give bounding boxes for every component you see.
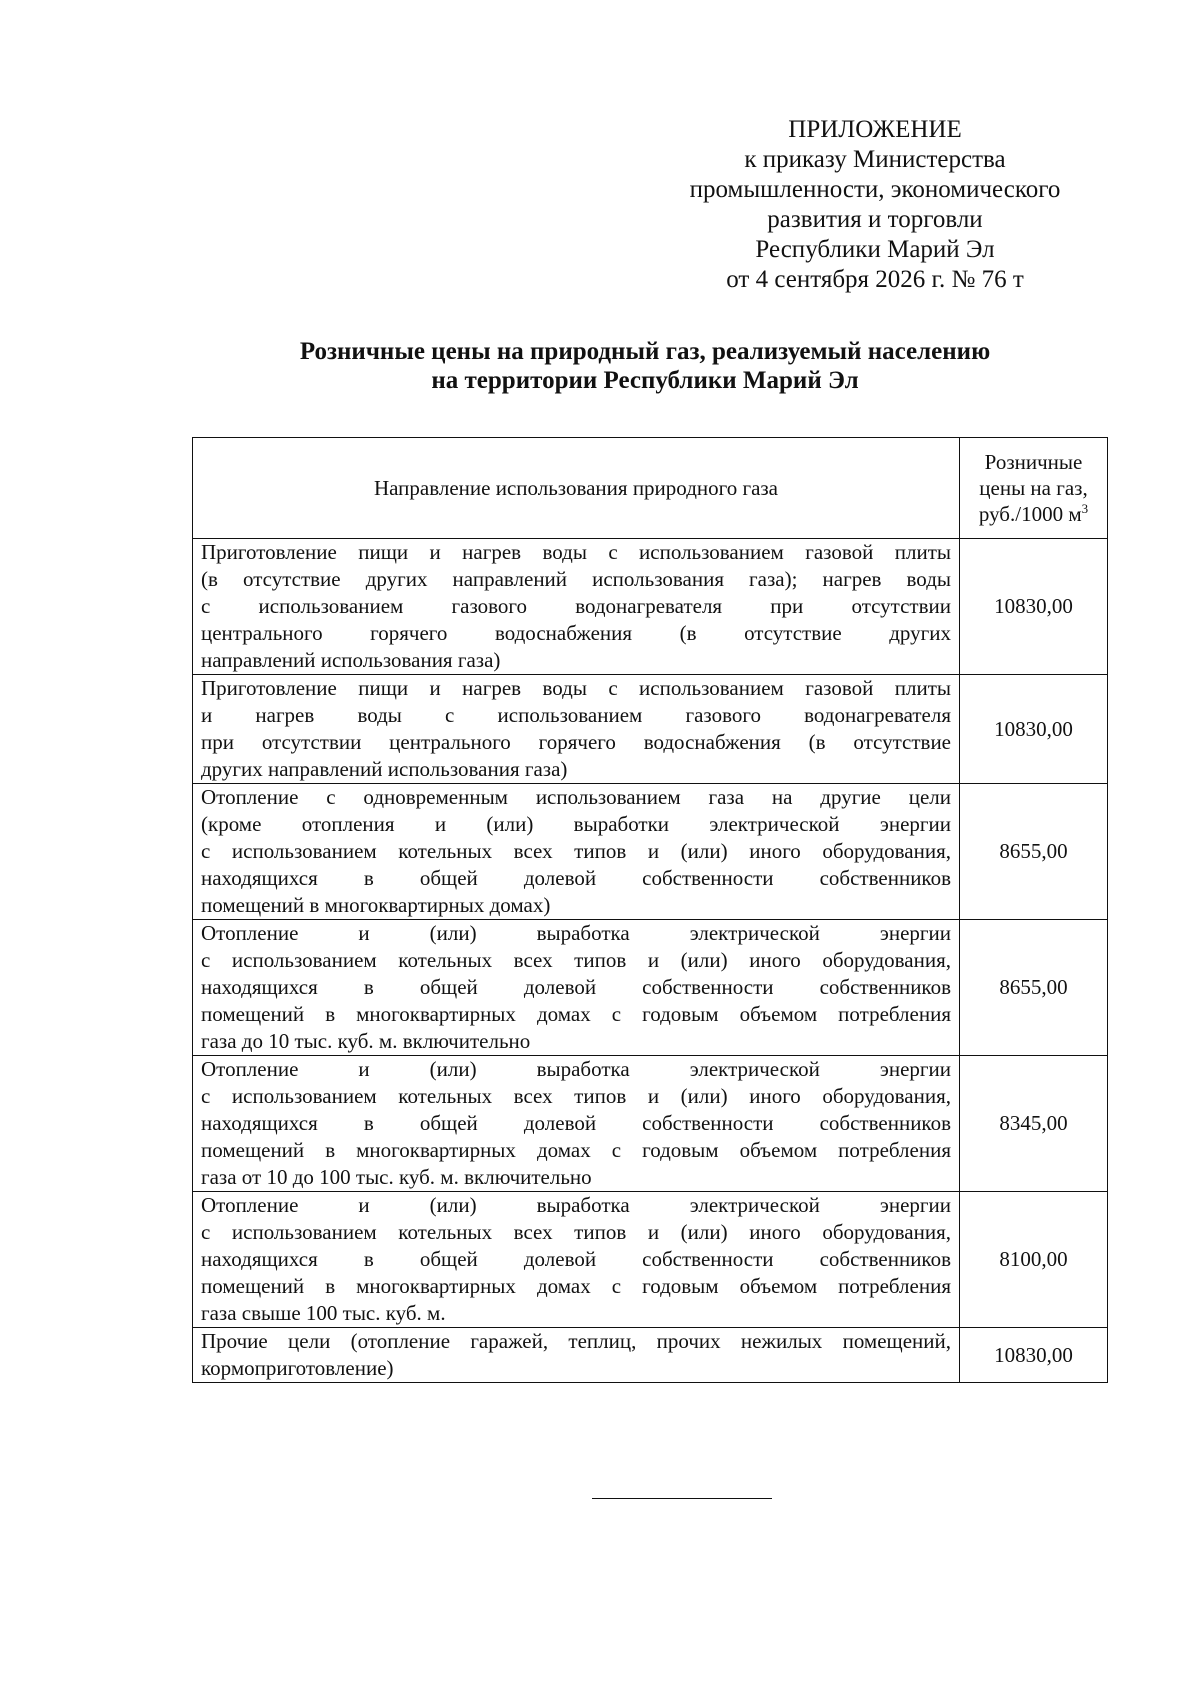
- table-row: [193, 920, 1108, 1056]
- price-cell: 10830,00: [960, 539, 1108, 675]
- usage-direction-line: Отопление и (или) выработка электрической энергии: [201, 1193, 951, 1217]
- table-row: [193, 784, 1108, 920]
- price-header-line: Розничные: [984, 450, 1083, 474]
- appendix-order-date: от 4 сентября 2026 г. № 76 т: [726, 266, 1024, 293]
- table-header-row: [193, 438, 1108, 539]
- price-header-line: цены на газ,: [979, 476, 1088, 500]
- usage-direction-cell: [193, 1328, 960, 1383]
- usage-direction-line: помещений в многоквартирных домах с годовым объемом потребления: [201, 1138, 951, 1162]
- price-cell: 8100,00: [960, 1192, 1108, 1328]
- usage-direction-line: с использованием газового водонагревателя при отсутствии: [201, 594, 951, 618]
- usage-direction-line: (в отсутствие других направлений использования газа); нагрев воды: [201, 567, 951, 591]
- usage-direction-line: Прочие цели (отопление гаражей, теплиц, прочих нежилых помещений,: [201, 1329, 951, 1353]
- usage-direction-cell: [193, 920, 960, 1056]
- usage-direction-line: направлений использования газа): [201, 648, 501, 672]
- usage-direction-line: с использованием котельных всех типов и (или) иного оборудования,: [201, 1220, 951, 1244]
- document-title: [180, 337, 1110, 395]
- usage-direction-line: других направлений использования газа): [201, 757, 568, 781]
- usage-direction-line: находящихся в общей долевой собственности собственников: [201, 1111, 951, 1135]
- usage-direction-line: газа от 10 до 100 тыс. куб. м. включительно: [201, 1165, 592, 1189]
- usage-direction-line: помещений в многоквартирных домах с годовым объемом потребления: [201, 1002, 951, 1026]
- column-header-direction: Направление использования природного газа: [193, 438, 960, 539]
- price-cell: 8655,00: [960, 920, 1108, 1056]
- usage-direction-cell: [193, 539, 960, 675]
- usage-direction-line: Приготовление пищи и нагрев воды с использованием газовой плиты: [201, 540, 951, 564]
- usage-direction-line: (кроме отопления и (или) выработки электрической энергии: [201, 812, 951, 836]
- appendix-line: промышленности, экономического: [689, 176, 1061, 203]
- usage-direction-line: находящихся в общей долевой собственности собственников: [201, 975, 951, 999]
- usage-direction-line: с использованием котельных всех типов и (или) иного оборудования,: [201, 1084, 951, 1108]
- price-cell: 8345,00: [960, 1056, 1108, 1192]
- document-title-line: Розничные цены на природный газ, реализуемый населению: [299, 338, 991, 365]
- appendix-line: развития и торговли: [767, 206, 983, 233]
- usage-direction-line: кормоприготовление): [201, 1356, 394, 1380]
- price-cell: 8655,00: [960, 784, 1108, 920]
- usage-direction-line: Приготовление пищи и нагрев воды с использованием газовой плиты: [201, 676, 951, 700]
- gas-prices-table: [192, 437, 1108, 1383]
- appendix-heading: ПРИЛОЖЕНИЕ: [788, 116, 962, 143]
- appendix-header: [630, 115, 1120, 295]
- table-row: [193, 539, 1108, 675]
- usage-direction-line: центрального горячего водоснабжения (в отсутствие других: [201, 621, 951, 645]
- table-row: [193, 1192, 1108, 1328]
- column-header-price: [960, 438, 1108, 539]
- usage-direction-cell: [193, 675, 960, 784]
- usage-direction-line: при отсутствии центрального горячего водоснабжения (в отсутствие: [201, 730, 951, 754]
- table-row: [193, 1328, 1108, 1383]
- appendix-line: Республики Марий Эл: [755, 236, 995, 263]
- usage-direction-line: с использованием котельных всех типов и (или) иного оборудования,: [201, 948, 951, 972]
- usage-direction-line: Отопление и (или) выработка электрической энергии: [201, 1057, 951, 1081]
- usage-direction-line: и нагрев воды с использованием газового водонагревателя: [201, 703, 951, 727]
- usage-direction-line: находящихся в общей долевой собственности собственников: [201, 866, 951, 890]
- unit-superscript: 3: [1081, 501, 1089, 516]
- appendix-line: к приказу Министерства: [744, 146, 1006, 173]
- table-row: [193, 675, 1108, 784]
- usage-direction-line: помещений в многоквартирных домах с годовым объемом потребления: [201, 1274, 951, 1298]
- usage-direction-line: с использованием котельных всех типов и (или) иного оборудования,: [201, 839, 951, 863]
- usage-direction-line: газа свыше 100 тыс. куб. м.: [201, 1301, 446, 1325]
- price-cell: 10830,00: [960, 675, 1108, 784]
- document-title-line: на территории Республики Марий Эл: [431, 367, 859, 394]
- price-cell: 10830,00: [960, 1328, 1108, 1383]
- usage-direction-cell: [193, 784, 960, 920]
- usage-direction-line: газа до 10 тыс. куб. м. включительно: [201, 1029, 531, 1053]
- usage-direction-line: помещений в многоквартирных домах): [201, 893, 551, 917]
- usage-direction-line: Отопление с одновременным использованием газа на другие цели: [201, 785, 951, 809]
- usage-direction-line: Отопление и (или) выработка электрической энергии: [201, 921, 951, 945]
- usage-direction-cell: [193, 1056, 960, 1192]
- usage-direction-line: находящихся в общей долевой собственности собственников: [201, 1247, 951, 1271]
- usage-direction-cell: [193, 1192, 960, 1328]
- price-header-line: руб./1000 м: [978, 502, 1082, 526]
- table-row: [193, 1056, 1108, 1192]
- end-divider-line: [592, 1498, 772, 1499]
